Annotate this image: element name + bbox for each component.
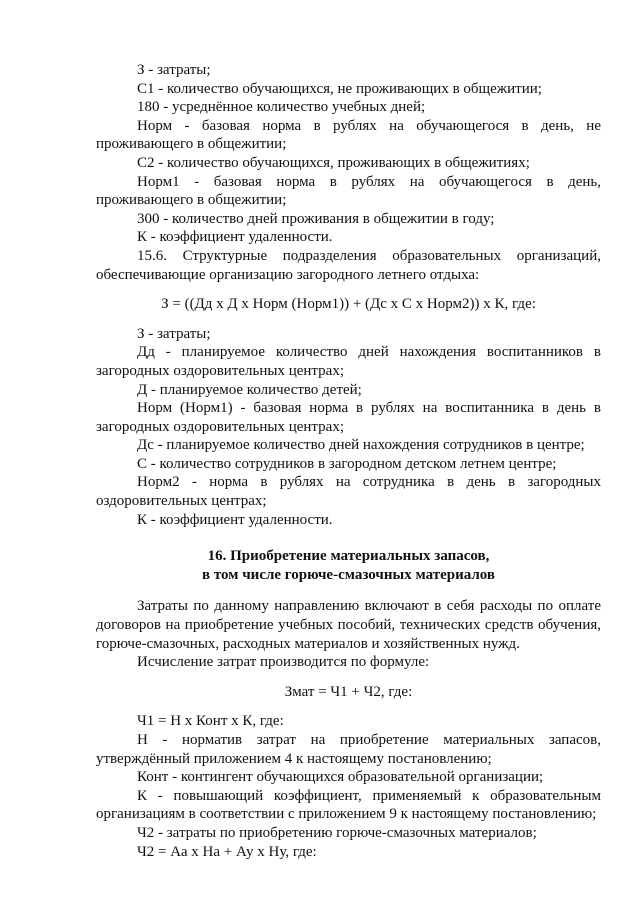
paragraph-ch1-formula: Ч1 = Н x Конт x К, где: [137,713,284,730]
paragraph-15-6: 15.6. Структурные подразделения образовательных организаций, обеспечивающие организацию загородного летнего отдыха: [96,247,601,283]
section-16-heading [96,547,601,584]
paragraph-ch2-costs: Ч2 - затраты по приобретению горюче-смазочных материалов; [137,824,537,841]
paragraph-180-days: 180 - усреднённое количество учебных дней; [137,99,426,116]
paragraph-d-children: Д - планируемое количество детей; [137,381,362,398]
paragraph-norm: Норм - базовая норма в рублях на обучающегося в день, не проживающего в общежитии; [96,117,601,153]
paragraph-formula-intro: Исчисление затрат производится по формуле: [137,654,430,671]
paragraph-n-norm: Н - норматив затрат на приобретение материальных запасов, утверждённый приложением 4 к настоящему постановлению; [96,732,601,767]
paragraph-c1: С1 - количество обучающихся, не проживающих в общежитии; [137,80,542,97]
formula-summer-camp: З = ((Дд x Д x Норм (Норм1)) + (Дс x С x Норм2)) x К, где: [161,296,536,313]
document-body [96,61,601,861]
paragraph-norm1: Норм1 - базовая норма в рублях на обучающегося в день, проживающего в общежитии; [96,173,601,209]
paragraph-kont: Конт - контингент обучающихся образовательной организации; [137,769,544,786]
paragraph-c-staff: С - количество сотрудников в загородном детском летнем центре; [137,455,557,472]
paragraph-k-raising: К - повышающий коэффициент, применяемый к образовательным организациям в соответствии с приложением 9 к настоящему постановлению; [96,787,601,823]
paragraph-ds: Дс - планируемое количество дней нахождения сотрудников в центре; [137,437,585,454]
paragraph-300-days: 300 - количество дней проживания в общежитии в году; [137,210,495,227]
section-16-title-line1: 16. Приобретение материальных запасов, [207,548,490,565]
formula-zmat: Змат = Ч1 + Ч2, где: [284,683,413,700]
paragraph-k-coefficient-2: К - коэффициент удаленности. [137,511,333,528]
paragraph-c2: С2 - количество обучающихся, проживающих в общежитиях; [137,154,530,171]
paragraph-z-costs: З - затраты; [137,62,211,78]
paragraph-z-costs-2: З - затраты; [137,325,211,342]
paragraph-ch2-formula: Ч2 = Аа x На + Ау x Ну, где: [137,843,317,860]
paragraph-dd: Дд - планируемое количество дней нахождения воспитанников в загородных оздоровительных центрах; [96,344,601,379]
paragraph-norm2: Норм2 - норма в рублях на сотрудника в день в загородных оздоровительных центрах; [96,474,601,510]
section-16-title-line2: в том числе горюче-смазочных материалов [202,566,495,583]
paragraph-norm-norm1: Норм (Норм1) - базовая норма в рублях на воспитанника в день в загородных оздоровительных центрах; [96,400,601,435]
paragraph-k-coefficient: К - коэффициент удаленности. [137,229,333,246]
paragraph-section16-intro: Затраты по данному направлению включают в себя расходы по оплате договоров на приобретение учебных пособий, технических средств обучения, горюче-смазочных, расходных материалов и хозяйственных нужд. [96,598,601,652]
